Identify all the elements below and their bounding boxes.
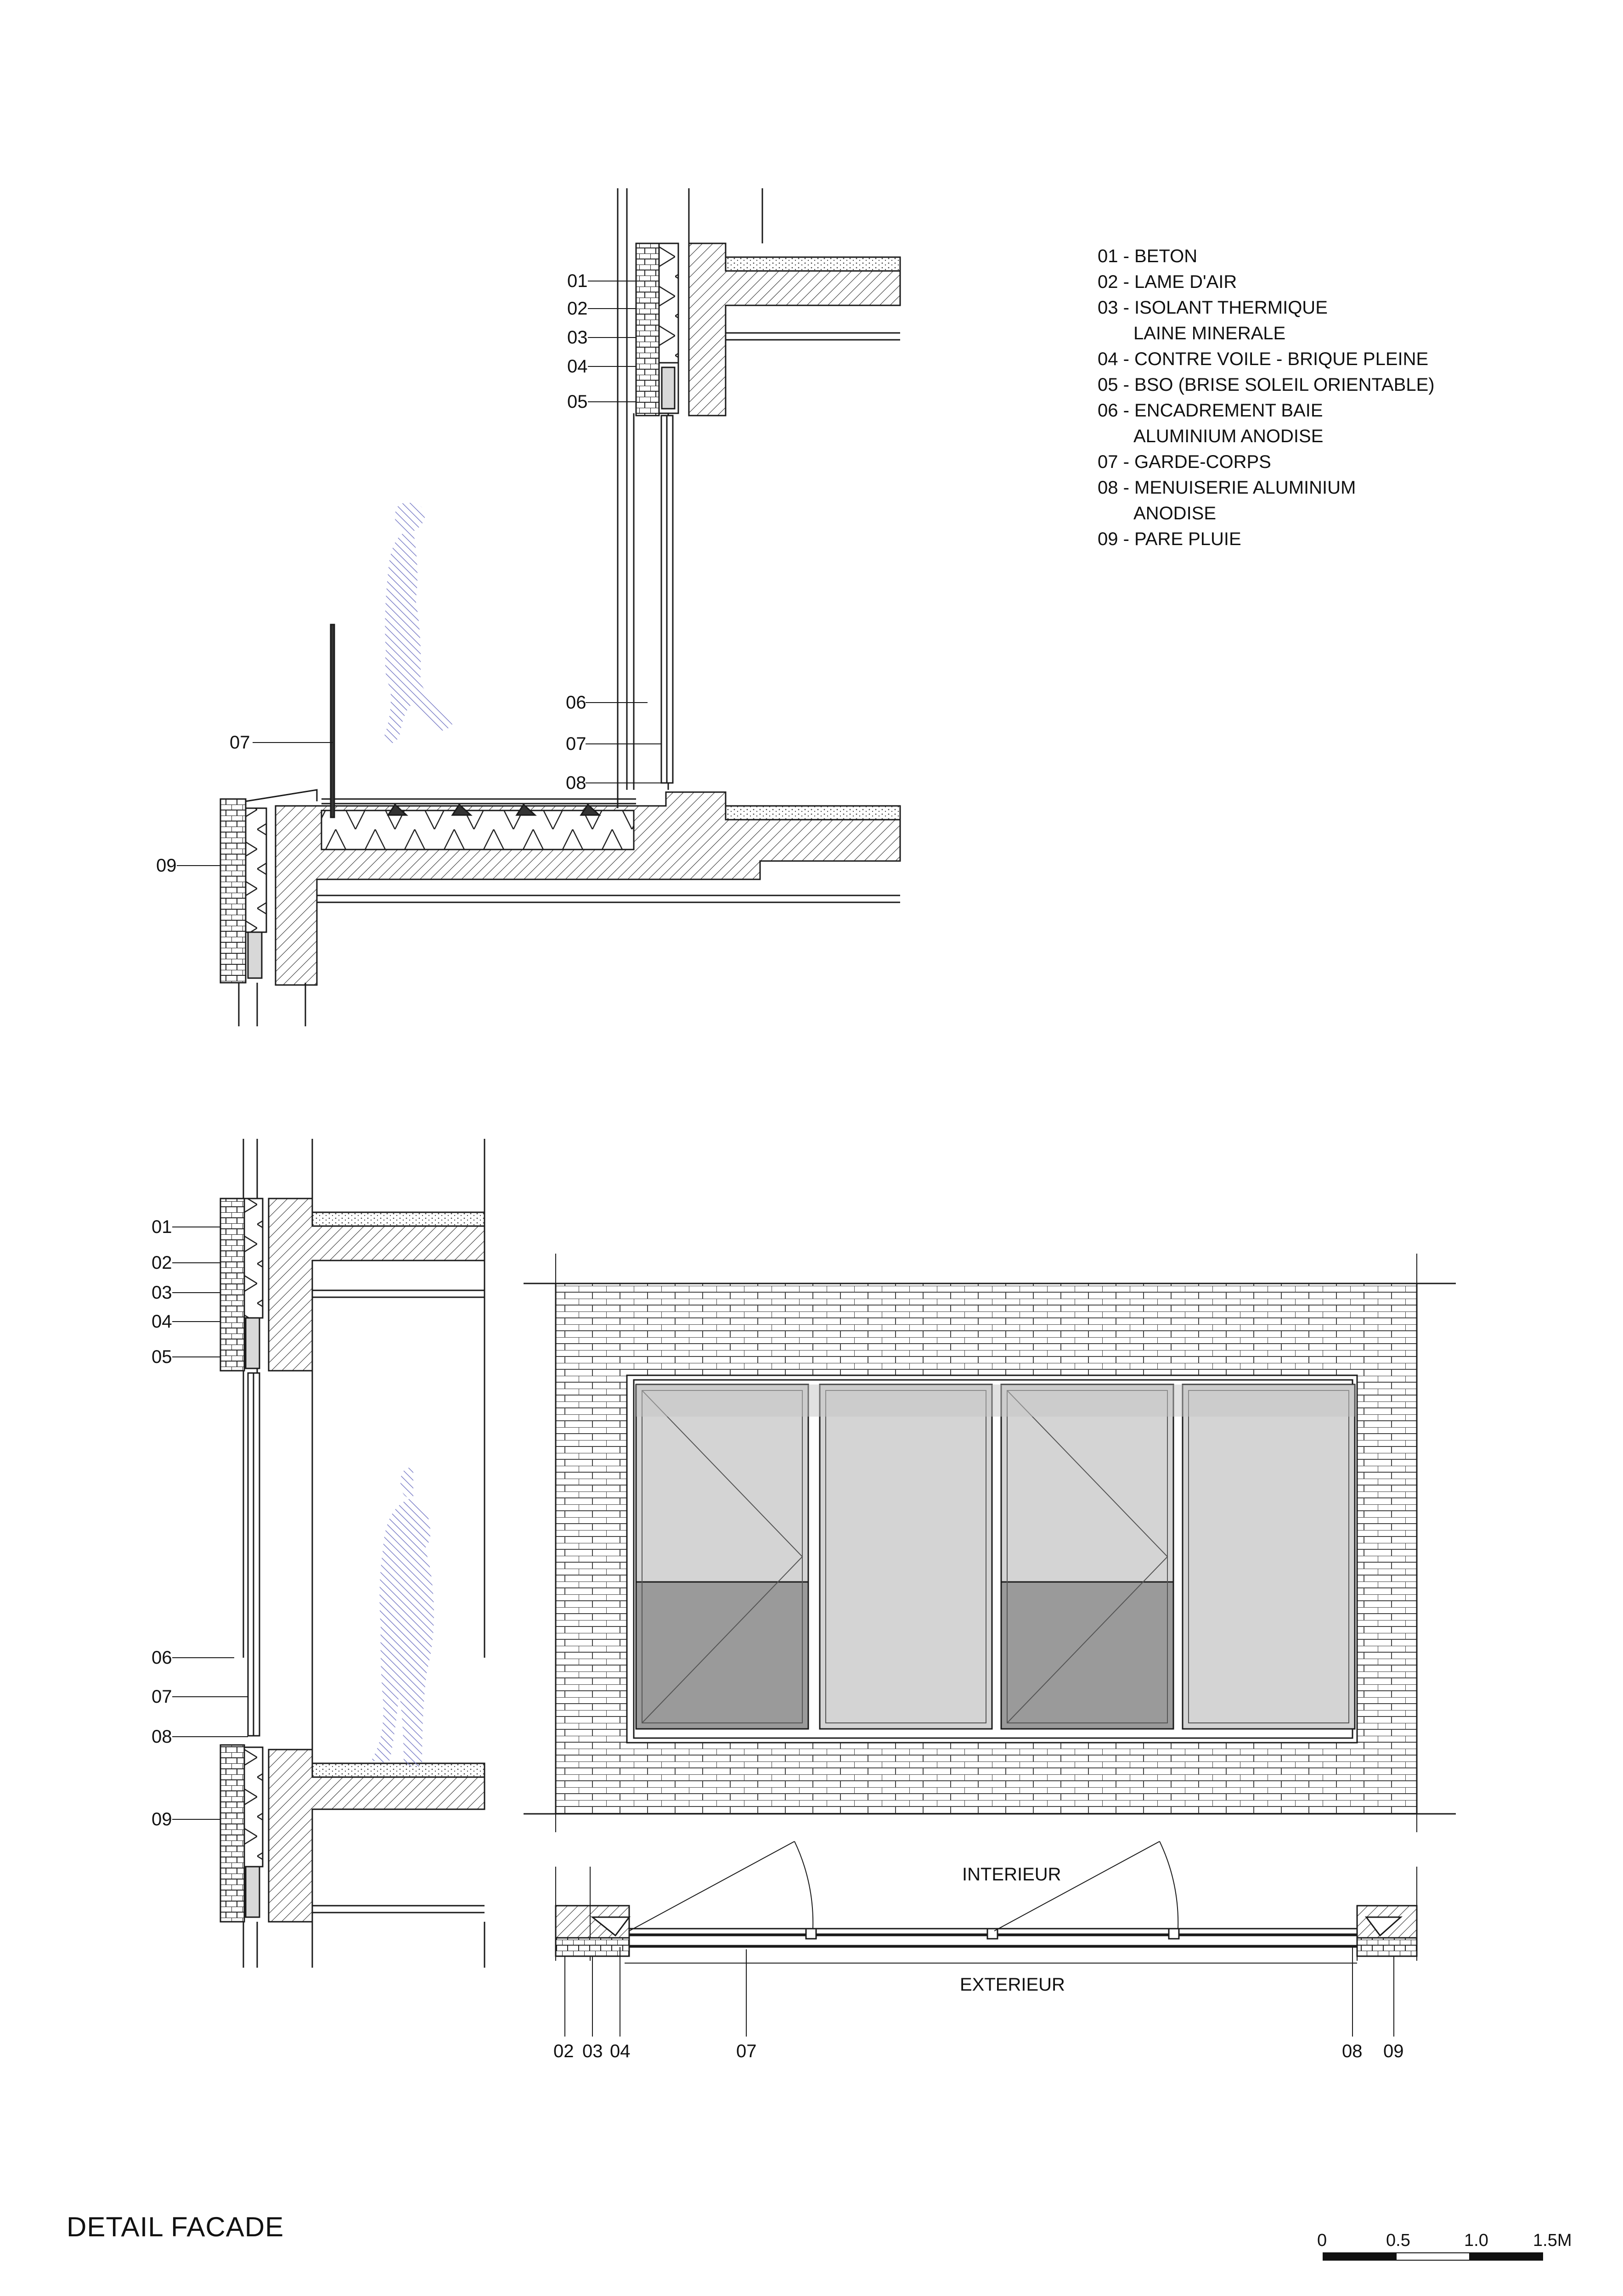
legend-item: 05 - BSO (BRISE SOLEIL ORIENTABLE)	[1098, 375, 1435, 395]
section-bottom-label-03: 03	[152, 1283, 172, 1303]
legend-item: 02 - LAME D'AIR	[1098, 272, 1237, 292]
section-bottom-label-08: 08	[152, 1727, 172, 1747]
legend-item: 07 - GARDE-CORPS	[1098, 452, 1271, 472]
section-top	[220, 188, 900, 1026]
legend-item-sub: ANODISE	[1133, 503, 1217, 523]
facade-elevation	[524, 1254, 1456, 1832]
section-bottom-label-06: 06	[152, 1648, 172, 1668]
plan-interior-label: INTERIEUR	[962, 1864, 1061, 1885]
legend-item-sub: ALUMINIUM ANODISE	[1133, 426, 1324, 446]
legend-item: 06 - ENCADREMENT BAIE	[1098, 400, 1323, 421]
section-bottom-label-02: 02	[152, 1253, 172, 1273]
section-bottom-label-04: 04	[152, 1311, 172, 1332]
scale-tick-label: 1.0	[1464, 2231, 1488, 2250]
section-top-label-06: 06	[566, 692, 586, 713]
section-top-label-07b: 07	[566, 734, 586, 754]
legend-item: 09 - PARE PLUIE	[1098, 529, 1241, 549]
scale-tick-label: 0.5	[1386, 2231, 1410, 2250]
plan-label-08: 08	[1342, 2041, 1363, 2061]
legend-item: 01 - BETON	[1098, 246, 1198, 266]
section-top-label-07a: 07	[230, 732, 250, 753]
legend-item: 04 - CONTRE VOILE - BRIQUE PLEINE	[1098, 349, 1429, 369]
section-bottom-label-09: 09	[152, 1809, 172, 1829]
person-figure-icon	[372, 1467, 434, 1767]
section-bottom-label-01: 01	[152, 1217, 172, 1237]
section-top-label-04: 04	[567, 356, 588, 377]
section-bottom-label-05: 05	[152, 1347, 172, 1367]
section-bottom	[220, 1139, 485, 1968]
scale-tick-label: 0	[1317, 2231, 1327, 2250]
plan-exterior-label: EXTERIEUR	[960, 1975, 1065, 1995]
section-top-label-09: 09	[156, 855, 177, 876]
plan-label-03: 03	[582, 2041, 603, 2061]
section-top-label-02: 02	[567, 298, 588, 319]
sheet-title: DETAIL FACADE	[67, 2212, 284, 2242]
person-figure-icon	[383, 503, 452, 743]
legend-item-sub: LAINE MINERALE	[1133, 323, 1286, 343]
section-top-label-08: 08	[566, 773, 586, 793]
section-top-label-03: 03	[567, 327, 588, 348]
plan-label-07: 07	[736, 2041, 757, 2061]
scale-tick-label: 1.5M	[1533, 2231, 1572, 2250]
scale-bar	[1323, 2252, 1543, 2261]
legend	[1098, 243, 1435, 552]
legend-item: 08 - MENUISERIE ALUMINIUM	[1098, 478, 1356, 498]
plan-label-09: 09	[1383, 2041, 1404, 2061]
plan-label-02: 02	[553, 2041, 574, 2061]
section-top-label-05: 05	[567, 392, 588, 412]
section-top-leaders	[177, 281, 661, 866]
section-top-label-01: 01	[567, 271, 588, 291]
plan-label-04: 04	[610, 2041, 631, 2061]
legend-item: 03 - ISOLANT THERMIQUE	[1098, 298, 1328, 318]
section-bottom-label-07: 07	[152, 1687, 172, 1707]
